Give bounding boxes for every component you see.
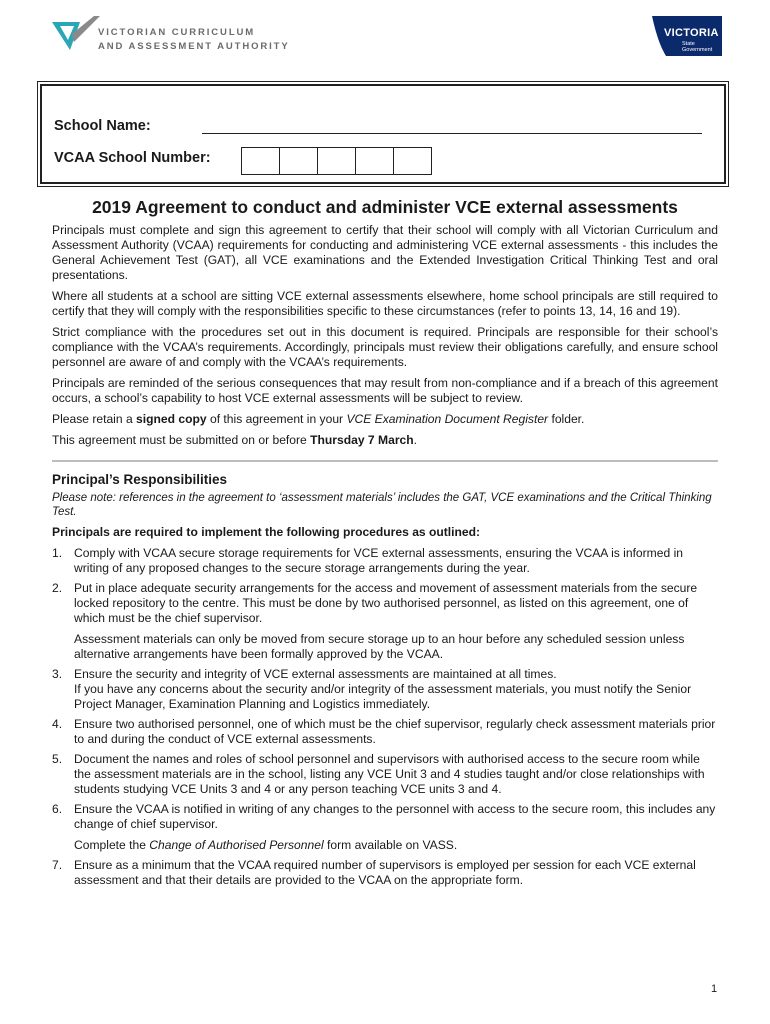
school-details-box	[40, 84, 726, 184]
intro-paragraph-4: Principals are reminded of the serious consequences that may result from non-compliance and if a breach of this agreement occurs, a school’s capability to host VCE external assessments will be subject to review.	[52, 376, 718, 405]
p5-signed-copy: signed copy	[136, 412, 207, 426]
list-item-text: Ensure two authorised personnel, one of which must be the chief supervisor, regularly check assessment materials prior to and during the conduct of VCE external assessments.	[74, 717, 716, 746]
school-number-field	[242, 147, 432, 175]
list-item-number: 4.	[52, 717, 63, 731]
school-number-label: VCAA School Number:	[54, 150, 211, 166]
list-item	[52, 858, 718, 888]
vic-sub-line-2: Government	[682, 47, 713, 53]
vcaa-line-1: VICTORIAN CURRICULUM	[98, 27, 256, 38]
list-item	[52, 752, 718, 797]
p5-register-name: VCE Examination Document Register	[346, 412, 549, 426]
list-item-number: 6.	[52, 802, 63, 816]
state-government-label	[682, 41, 712, 53]
item6-extra-a: Complete the	[74, 838, 150, 852]
list-item-number: 7.	[52, 858, 63, 872]
responsibilities-heading: Principal’s Responsibilities	[52, 472, 228, 487]
page-header	[0, 0, 770, 80]
item6-form-name: Change of Authorised Personnel	[149, 838, 324, 852]
section-divider	[52, 460, 718, 462]
school-name-field[interactable]	[202, 133, 702, 134]
list-item-text: Put in place adequate security arrangements for the access and movement of assessment materials from the secure locked repository to the centre. This must be done by two authorised personnel, as listed on this agreement, one of which must be the chief supervisor.	[74, 581, 698, 625]
p6-text-a: This agreement must be submitted on or before	[52, 433, 311, 447]
intro-paragraph-5	[52, 412, 718, 427]
list-item-text: Document the names and roles of school personnel and supervisors with authorised access to the secure room while the assessment materials are in the school, listing any VCE Unit 3 and 4 studies taught and/or close relationships with students studying VCE Units 3 and 4 or any person teaching VCE units 3 and 4.	[74, 752, 705, 796]
list-item-number: 3.	[52, 667, 63, 681]
school-number-digit-box[interactable]	[241, 147, 280, 175]
school-number-digit-box[interactable]	[317, 147, 356, 175]
school-name-label: School Name:	[54, 118, 151, 134]
list-item	[52, 717, 718, 747]
p5-text-e: folder.	[548, 412, 585, 426]
p5-text-c: of this agreement in your	[206, 412, 347, 426]
responsibilities-lead: Principals are required to implement the following procedures as outlined:	[52, 525, 481, 539]
list-item-extra	[74, 838, 718, 853]
vic-sub-line-1: State	[682, 41, 695, 47]
item6-extra-c: form available on VASS.	[323, 838, 458, 852]
list-item-number: 1.	[52, 546, 63, 560]
victoria-wordmark: VICTORIA	[664, 27, 719, 39]
list-item-text: Ensure the VCAA is notified in writing of any changes to the personnel with access to the secure room, this includes any change of chief supervisor.	[74, 802, 716, 831]
list-item	[52, 546, 718, 576]
school-number-digit-box[interactable]	[355, 147, 394, 175]
list-item-number: 2.	[52, 581, 63, 595]
intro-paragraph-2: Where all students at a school are sitting VCE external assessments elsewhere, home school principals are still required to certify that they will comply with the responsibilities specific to these circumstances (refer to points 13, 14, 16 and 19).	[52, 289, 718, 318]
vcaa-wordmark	[98, 26, 290, 54]
list-item-text: Comply with VCAA secure storage requirements for VCE external assessments, ensuring the VCAA is informed in writing of any proposed changes to the secure storage arrangements during the year.	[74, 546, 683, 575]
school-number-digit-box[interactable]	[393, 147, 432, 175]
document-title: 2019 Agreement to conduct and administer VCE external assessments	[92, 197, 678, 217]
p5-text-a: Please retain a	[52, 412, 137, 426]
list-item	[52, 667, 718, 712]
list-item-text: Ensure the security and integrity of VCE external assessments are maintained at all times.	[74, 667, 557, 681]
responsibilities-note: Please note: references in the agreement to ‘assessment materials’ includes the GAT, VCE examinations and the Critical Thinking Test.	[52, 492, 712, 518]
intro-paragraph-3: Strict compliance with the procedures set out in this document is required. Principals are responsible for their school’s compliance with the VCAA’s requirements. Accordingly, principals must review their obligations carefully, and ensure school personnel are aware of and comply with the VCAA’s requirements.	[52, 325, 718, 369]
p6-deadline: Thursday 7 March	[310, 433, 414, 447]
list-item-extra: Assessment materials can only be moved from secure storage up to an hour before any scheduled session unless alternative arrangements have been formally approved by the VCAA.	[74, 632, 685, 661]
document-body	[52, 223, 718, 893]
list-item-text: Ensure as a minimum that the VCAA required number of supervisors is employed per session for each VCE external assessment and that their details are provided to the VCAA on the appropriate form.	[74, 858, 696, 887]
list-item-text-2: If you have any concerns about the security and/or integrity of the assessment materials, you must notify the Senior Project Manager, Examination Planning and Logistics immediately.	[74, 682, 692, 711]
intro-paragraph-1: Principals must complete and sign this agreement to certify that their school will comply with all Victorian Curriculum and Assessment Authority (VCAA) requirements for conducting and administering VCE external assessments - this includes the General Achievement Test (GAT), all VCE examinations and the Extended Investigation Critical Thinking Test and oral presentations.	[52, 223, 718, 282]
list-item	[52, 802, 718, 853]
list-item-number: 5.	[52, 752, 63, 766]
school-number-digit-box[interactable]	[279, 147, 318, 175]
page-number: 1	[711, 983, 718, 995]
intro-paragraph-6	[52, 433, 718, 448]
p6-text-c: .	[413, 433, 418, 447]
list-item	[52, 581, 718, 662]
vcaa-line-2: AND ASSESSMENT AUTHORITY	[98, 41, 290, 52]
